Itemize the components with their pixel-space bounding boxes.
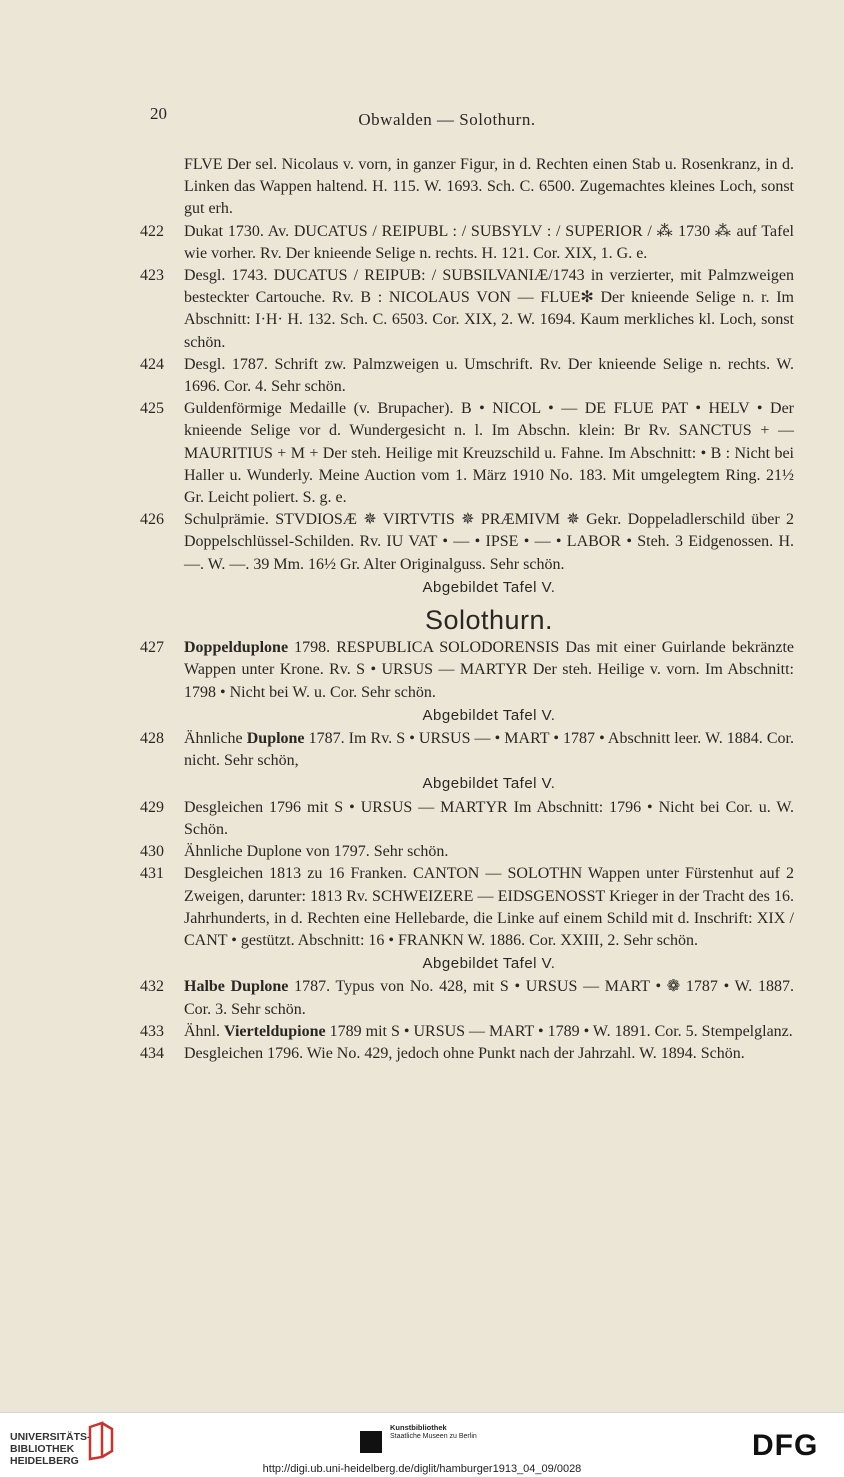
entry-text: Dukat 1730. Av. DUCATUS / REIPUBL : / SUBSYLV : / SUPERIOR / ⁂ 1730 ⁂ auf Tafel wie vorher. Rv. Der knieende Selige n. rechts. H. 121. Cor. XIX, 1. G. e.	[184, 222, 794, 262]
entry-text: FLVE Der sel. Nicolaus v. vorn, in ganzer Figur, in d. Rechten einen Stab u. Rosenkranz, in d. Linken das Wappen haltend. H. 115. W. 1693. Sch. C. 6500. Zugemachtes kleines Loch, sonst gut erh.	[184, 156, 794, 218]
entry-number: 422	[140, 222, 164, 240]
catalogue-entry-433	[140, 1021, 794, 1043]
plate-reference-427: Abgebildet Tafel V.	[422, 706, 556, 724]
entry-text: Desgl. 1787. Schrift zw. Palmzweigen u. Umschrift. Rv. Der knieende Selige n. rechts. W. 1696. Cor. 4. Sehr schön.	[184, 355, 794, 396]
catalogue-entry-432	[140, 976, 794, 1020]
entry-number: 429	[140, 798, 164, 816]
catalogue-entry	[140, 398, 794, 509]
kb-subname: Staatliche Museen zu Berlin	[390, 1433, 477, 1440]
entry-number: 426	[140, 511, 164, 529]
catalogue-entry-430	[140, 841, 794, 863]
entry-number: 431	[140, 865, 164, 883]
entry-text: Schulprämie. STVDIOSÆ ✵ VIRTVTIS ✵ PRÆMIVM ✵ Gekr. Doppeladlerschild über 2 Doppelschlüssel-Schilden. Rv. IU VAT • — • IPSE • — • LABOR • Steh. 3 Eidgenossen. H. —. W. —. 39 Mm. 16½ Gr. Alter Originalguss. Sehr schön.	[184, 511, 794, 573]
catalogue-entry	[140, 265, 794, 354]
entry-number: 423	[140, 267, 164, 285]
kb-name: Kunstbibliothek	[390, 1423, 447, 1432]
entry-number: 427	[140, 639, 164, 657]
entry-prefix: Ähnliche	[184, 730, 247, 748]
plate-reference-428: Abgebildet Tafel V.	[422, 775, 556, 793]
catalogue-entry-434	[140, 1043, 794, 1065]
catalogue-entry-431	[140, 863, 794, 952]
entry-text: Ähnliche Duplone von 1797. Sehr schön.	[184, 843, 449, 861]
entry-text: 1787. Im Rv. S • URSUS — • MART • 1787 • Abschnitt leer. W. 1884. Cor. nicht. Sehr schön,	[184, 730, 795, 770]
ub-heidelberg-logo[interactable]	[10, 1431, 91, 1467]
entry-number: 434	[140, 1044, 164, 1062]
catalogue-entry-428	[140, 728, 794, 772]
kunstbibliothek-logo-icon	[360, 1431, 382, 1453]
entry-text: Guldenförmige Medaille (v. Brupacher). B • NICOL • — DE FLUE PAT • HELV • Der knieende Selige vor d. Wundergesicht n. l. Im Abschn. klein: Br Rv. SANCTUS + — MAURITIUS + M + Der steh. Heilige mit Kreuzschild u. Fahne. Im Abschnitt: • B : Nicht bei Haller u. Wunderly. Meine Auction vom 1. März 1910 No. 183. Mit umgelegtem Ring. 21½ Gr. Leicht poliert. S. g. e.	[184, 400, 794, 507]
page-number: 20	[150, 104, 167, 123]
ub-logo-line: BIBLIOTHEK	[10, 1443, 75, 1455]
entry-number: 428	[140, 730, 164, 748]
entry-number: 424	[140, 355, 164, 373]
ub-logo-line: HEIDELBERG	[10, 1455, 79, 1467]
catalogue-entries	[140, 154, 794, 1065]
entry-text: Desgleichen 1796. Wie No. 429, jedoch ohne Punkt nach der Jahrzahl. W. 1894. Schön.	[184, 1044, 745, 1062]
section-title: Solothurn.	[424, 605, 554, 636]
entry-text: Desgleichen 1813 zu 16 Franken. CANTON — SOLOTHN Wappen unter Fürstenhut auf 2 Zweigen, darunter: 1813 Rv. SCHWEIZERE — EIDSGENOSST Krieger in der Tracht des 16. Jahrhunderts, in d. Rechten eine Hellebarde, die Linke auf einem Schild mit d. Inschrift: XIX / CANT • gestützt. Abschnitt: 16 • FRANKN W. 1886. Cor. XXIII, 2. Sehr schön.	[184, 865, 794, 949]
catalogue-entry	[140, 509, 794, 576]
dfg-logo[interactable]: DFG	[752, 1429, 819, 1462]
entry-text: 1787. Typus von No. 428, mit S • URSUS — MART • ❁ 1787 • W. 1887. Cor. 3. Sehr schön.	[184, 978, 794, 1018]
viewer-footer	[0, 1412, 844, 1477]
entry-number: 430	[140, 843, 164, 861]
plate-reference-431: Abgebildet Tafel V.	[422, 955, 556, 973]
entry-number: 432	[140, 978, 164, 996]
obwalden-entries	[140, 154, 794, 576]
ub-emblem-icon	[86, 1421, 116, 1461]
coin-type: Duplone	[246, 730, 305, 748]
entry-text: 1789 mit S • URSUS — MART • 1789 • W. 1891. Cor. 5. Stempelglanz.	[325, 1022, 793, 1040]
entry-number: 425	[140, 400, 164, 418]
entry-prefix: Ähnl.	[184, 1022, 224, 1040]
ub-logo-line: UNIVERSITÄTS-	[10, 1431, 91, 1443]
catalogue-entry	[140, 221, 794, 265]
catalogue-entry-427	[140, 637, 794, 704]
coin-type: Halbe Duplone	[184, 978, 289, 996]
page-url[interactable]: http://digi.ub.uni-heidelberg.de/diglit/hamburger1913_04_09/0028	[262, 1463, 582, 1475]
entry-text: Desgl. 1743. DUCATUS / REIPUB: / SUBSILVANIÆ/1743 in verzierter, mit Palmzweigen besteckter Cartouche. Rv. B : NICOLAUS VON — FLUE✻ Der knieende Selige n. r. Im Abschnitt: I·H· H. 132. Sch. C. 6503. Cor. XIX, 2. W. 1694. Kaum merkliches kl. Loch, sonst schön.	[184, 267, 794, 351]
running-title: Obwalden — Solothurn.	[358, 110, 536, 129]
coin-type: Vierteldupione	[224, 1022, 326, 1040]
catalogue-entry-429	[140, 797, 794, 841]
plate-reference-426: Abgebildet Tafel V.	[422, 578, 556, 596]
entry-number: 433	[140, 1022, 164, 1040]
catalogue-entry	[140, 154, 794, 221]
catalogue-entry	[140, 354, 794, 398]
entry-text: 1798. RESPUBLICA SOLODORENSIS Das mit einer Guirlande bekränzte Wappen unter Krone. Rv. S • URSUS — MARTYR Der steh. Heilige v. vorn. Im Abschnitt: 1798 • Nicht bei W. u. Cor. Sehr schön.	[184, 639, 794, 701]
entry-text: Desgleichen 1796 mit S • URSUS — MARTYR Im Abschnitt: 1796 • Nicht bei Cor. u. W. Schön.	[184, 798, 794, 838]
kunstbibliothek-label[interactable]	[390, 1423, 477, 1441]
coin-type: Doppelduplone	[184, 639, 289, 657]
